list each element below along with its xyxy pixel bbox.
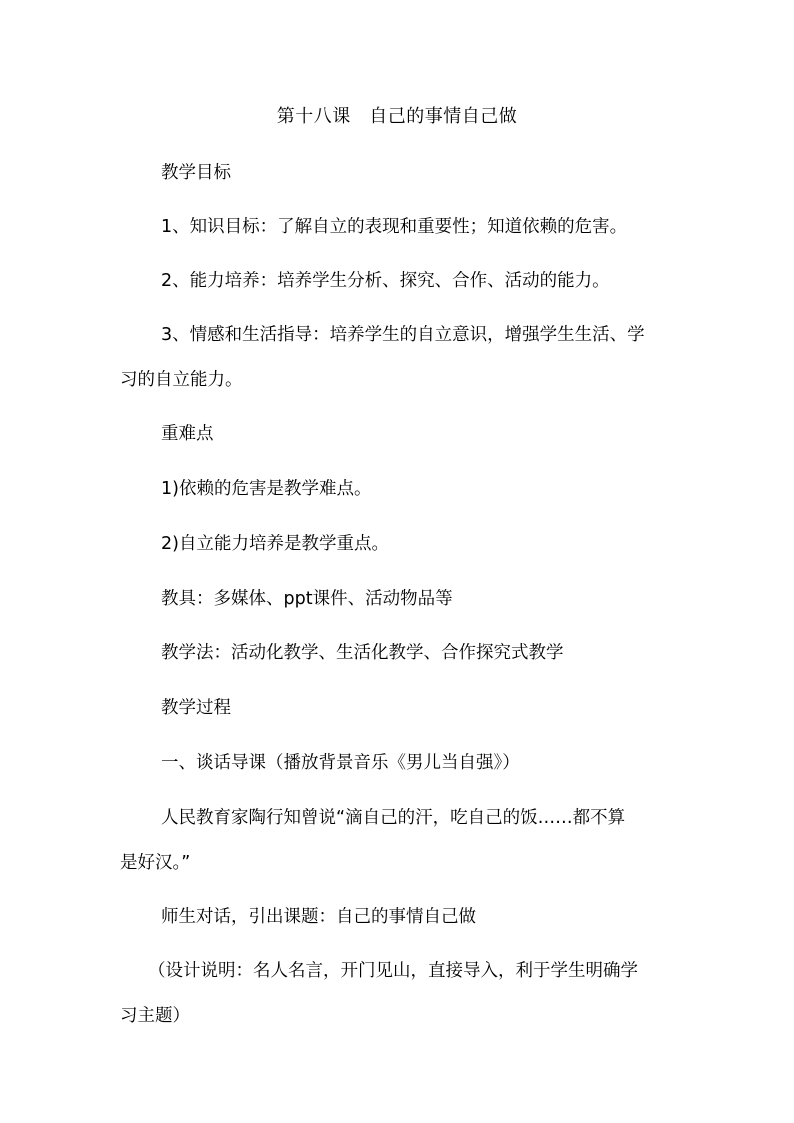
design-note-line1: （设计说明：名人名言，开门见山，直接导入，利于学生明确学 (148, 961, 638, 981)
objective-emotion-line1: 3、情感和生活指导：培养学生的自立意识，增强学生生活、学 (161, 325, 645, 345)
design-note-line2: 习主题） (120, 1006, 190, 1026)
dialogue-intro: 师生对话，引出课题：自己的事情自己做 (161, 907, 476, 927)
quote-line1: 人民教育家陶行知曾说“滴自己的汗，吃自己的饭……都不算 (161, 808, 626, 828)
heading-teaching-objectives: 教学目标 (161, 163, 231, 183)
quote-line2: 是好汉。” (120, 853, 191, 873)
objective-ability: 2、能力培养：培养学生分析、探究、合作、活动的能力。 (161, 271, 610, 291)
heading-teaching-process: 教学过程 (161, 698, 231, 718)
heading-key-difficult-points: 重难点 (161, 424, 214, 444)
teaching-methods: 教学法：活动化教学、生活化教学、合作探究式教学 (161, 643, 564, 663)
teaching-aids: 教具：多媒体、ppt课件、活动物品等 (161, 589, 453, 609)
lesson-title: 第十八课 自己的事情自己做 (276, 106, 518, 127)
objective-emotion-line2: 习的自立能力。 (120, 370, 243, 390)
objective-knowledge: 1、知识目标：了解自立的表现和重要性；知道依赖的危害。 (161, 217, 628, 237)
difficult-point: 1)依赖的危害是教学难点。 (161, 479, 372, 499)
section-one-heading: 一、谈话导课（播放背景音乐《男儿当自强》） (161, 753, 520, 773)
key-point: 2)自立能力培养是教学重点。 (161, 534, 389, 554)
